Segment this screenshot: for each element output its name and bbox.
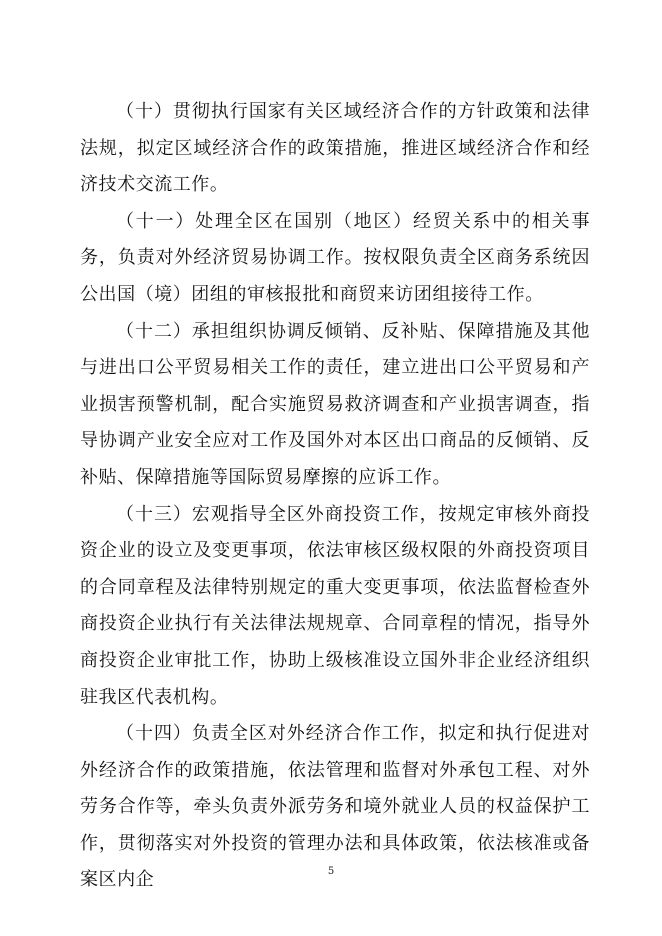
paragraph-12: （十二）承担组织协调反倾销、反补贴、保障措施及其他与进出口公平贸易相关工作的责任，建立进出口公平贸易和产业损害预警机制，配合实施贸易救济调查和产业损害调查，指导协调产业安全应对工作及国外对本区出口商品的反倾销、反补贴、保障措施等国际贸易摩擦的应诉工作。: [80, 320, 590, 488]
paragraph-14: （十四）负责全区对外经济合作工作，拟定和执行促进对外经济合作的政策措施，依法管理和监督对外承包工程、对外劳务合作等，牵头负责外派劳务和境外就业人员的权益保护工作，贯彻落实对外投资的管理办法和具体政策，依法核准或备案区内企: [80, 723, 590, 891]
paragraph-10: （十）贯彻执行国家有关区域经济合作的方针政策和法律法规，拟定区域经济合作的政策措施，推进区域经济合作和经济技术交流工作。: [80, 101, 590, 196]
paragraph-11: （十一）处理全区在国别（地区）经贸关系中的相关事务，负责对外经济贸易协调工作。按权限负责全区商务系统因公出国（境）团组的审核报批和商贸来访团组接待工作。: [80, 210, 590, 305]
document-body: [80, 94, 590, 899]
paragraph-13: （十三）宏观指导全区外商投资工作，按规定审核外商投资企业的设立及变更事项，依法审核区级权限的外商投资项目的合同章程及法律特别规定的重大变更事项，依法监督检查外商投资企业执行有关法律法规规章、合同章程的情况，指导外商投资企业审批工作，协助上级核准设立国外非企业经济组织驻我区代表机构。: [80, 503, 590, 708]
page-number: 5: [327, 866, 335, 877]
